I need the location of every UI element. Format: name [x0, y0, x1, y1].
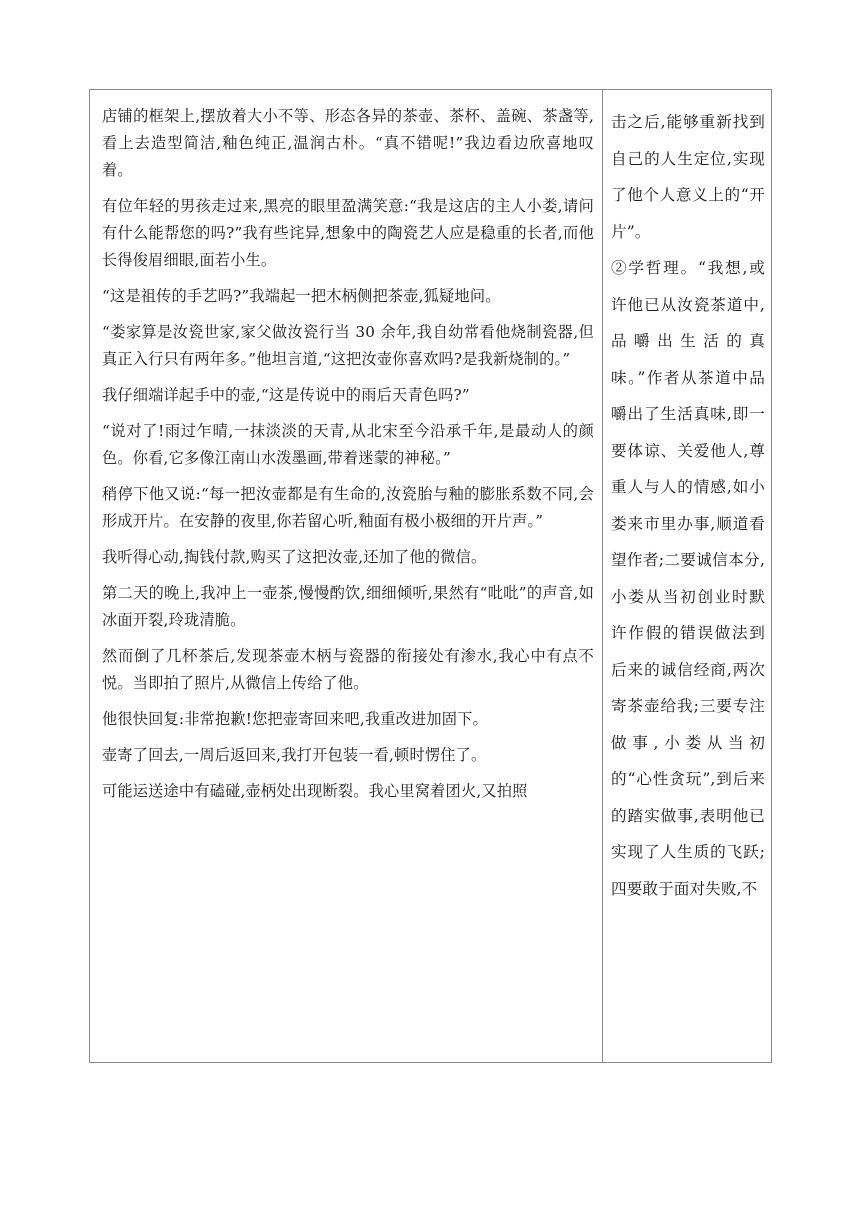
paragraph: 稍停下他又说:“每一把汝壶都是有生命的,汝瓷胎与釉的膨胀系数不同,会形成开片。在安静的夜里,你若留心听,釉面有极小极细的开片声。”	[102, 485, 594, 530]
paragraph: 有位年轻的男孩走过来,黑亮的眼里盈满笑意:“我是这店的主人小娄,请问有什么能帮您的吗?”我有些诧异,想象中的陶瓷艺人应是稳重的长者,而他长得俊眉细眼,面若小生。	[102, 197, 594, 269]
paragraph: 然而倒了几杯茶后,发现茶壶木柄与瓷器的衔接处有渗水,我心中有点不悦。当即拍了照片,从微信上传给了他。	[102, 647, 594, 692]
paragraph: 店铺的框架上,摆放着大小不等、形态各异的茶壶、茶杯、盖碗、茶盏等,看上去造型简洁,釉色纯正,温润古朴。“真不错呢!”我边看边欣喜地叹着。	[102, 107, 594, 179]
paragraph: 他很快回复:非常抱歉!您把壶寄回来吧,我重改进加固下。	[102, 710, 488, 728]
annotation-paragraph: 击之后,能够重新找到自己的人生定位,实现了他个人意义上的“开片”。	[611, 113, 765, 241]
paragraph: 可能运送途中有磕碰,壶柄处出现断裂。我心里窝着团火,又拍照	[102, 782, 528, 800]
annotation-paragraph: ②学哲理。“我想,或许他已从汝瓷茶道中,品嚼出生活的真味。”作者从茶道中品嚼出了生活真味,即一要体谅、关爱他人,尊重人与人的情感,如小娄来市里办事,顺道看望作者;二要诚信本分,小娄从当初创业时默许作假的错误做法到后来的诚信经商,两次寄茶壶给我;三要专注做事,小娄从当初的“心性贪玩”,到后来的踏实做事,表明他已实现了人生质的飞跃;四要敢于面对失败,不	[611, 259, 765, 898]
paragraph: 我仔细端详起手中的壶,“这是传说中的雨后天青色吗?”	[102, 386, 470, 404]
content-table	[89, 89, 772, 1063]
paragraph: 第二天的晚上,我冲上一壶茶,慢慢酌饮,细细倾听,果然有“吡吡”的声音,如冰面开裂,玲珑清脆。	[102, 584, 594, 629]
paragraph: 我听得心动,掏钱付款,购买了这把汝壶,还加了他的微信。	[102, 548, 487, 566]
paragraph: “说对了!雨过乍晴,一抹淡淡的天青,从北宋至今沿承千年,是最动人的颜色。你看,它多像江南山水泼墨画,带着迷蒙的神秘。”	[102, 422, 594, 467]
paragraph: “娄家算是汝瓷世家,家父做汝瓷行当 30 余年,我自幼常看他烧制瓷器,但真正入行只有两年多。”他坦言道,“这把汝壶你喜欢吗?是我新烧制的。”	[102, 323, 594, 368]
text-column-main	[90, 90, 603, 1062]
paragraph: “这是祖传的手艺吗?”我端起一把木柄侧把茶壶,狐疑地问。	[102, 287, 501, 305]
paragraph: 壶寄了回去,一周后返回来,我打开包装一看,顿时愣住了。	[102, 746, 487, 764]
text-column-annotation	[603, 90, 771, 1062]
